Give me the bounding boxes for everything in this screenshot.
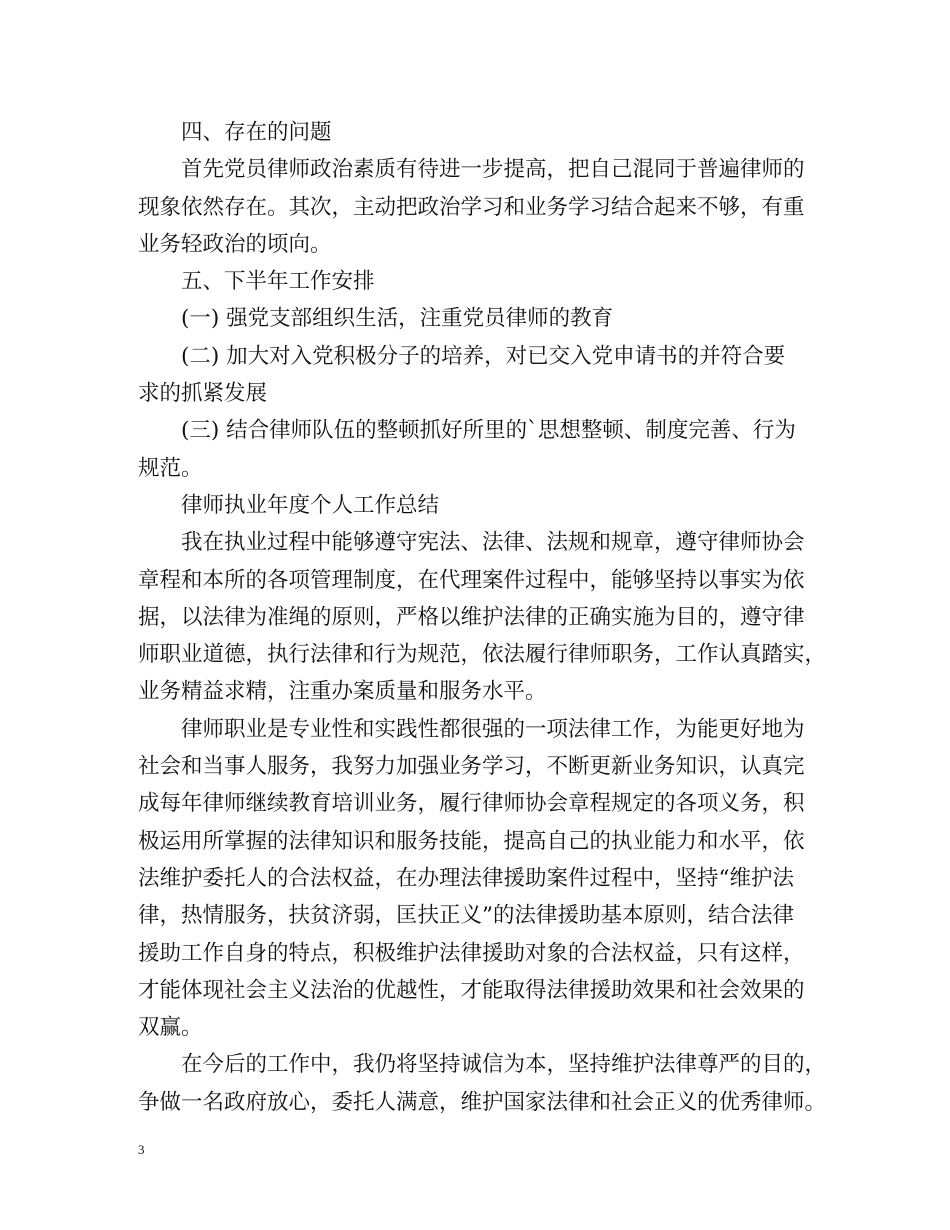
paragraph-line: 在今后的工作中，我仍将坚持诚信为本，坚持维护法律尊严的目的，: [181, 1052, 827, 1078]
paragraph-line: 律师职业是专业性和实践性都很强的一项法律工作，为能更好地为: [181, 716, 805, 742]
paragraph-line: 社会和当事人服务，我努力加强业务学习，不断更新业务知识，认真完: [138, 754, 805, 780]
paragraph-line: 章程和本所的各项管理制度，在代理案件过程中，能够坚持以事实为依: [138, 567, 805, 593]
list-item-continuation: 规范。: [138, 455, 203, 481]
list-item: (一) 强党支部组织生活，注重党员律师的教育: [181, 306, 614, 332]
paragraph-line: 我在执业过程中能够遵守宪法、法律、法规和规章，遵守律师协会: [181, 530, 805, 556]
page-number: 3: [138, 1142, 145, 1157]
paragraph-line: 师职业道德，执行法律和行为规范，依法履行律师职务，工作认真踏实，: [138, 642, 827, 668]
paragraph-line: 现象依然存在。其次，主动把政治学习和业务学习结合起来不够，有重: [138, 194, 805, 220]
document-title: 律师执业年度个人工作总结: [181, 492, 440, 518]
paragraph-line: 双赢。: [138, 1015, 203, 1041]
paragraph-line: 律，热情服务，扶贫济弱，匡扶正义”的法律援助基本原则，结合法律: [138, 903, 794, 929]
paragraph-line: 极运用所掌握的法律知识和服务技能，提高自己的执业能力和水平，依: [138, 828, 805, 854]
section-heading-plan: 五、下半年工作安排: [181, 269, 375, 295]
paragraph-line: 援助工作自身的特点，积极维护法律援助对象的合法权益，只有这样，: [138, 940, 805, 966]
paragraph-line: 争做一名政府放心，委托人满意，维护国家法律和社会正义的优秀律师。: [138, 1089, 827, 1115]
paragraph-line: 法维护委托人的合法权益，在办理法律援助案件过程中，坚持“维护法: [138, 865, 794, 891]
list-item-continuation: 求的抓紧发展: [138, 381, 268, 407]
paragraph-line: 据，以法律为准绳的原则，严格以维护法律的正确实施为目的，遵守律: [138, 604, 805, 630]
section-heading-problems: 四、存在的问题: [181, 120, 332, 145]
list-item: (二) 加大对入党积极分子的培养，对已交入党申请书的并符合要: [181, 343, 786, 369]
paragraph-line: 成每年律师继续教育培训业务，履行律师协会章程规定的各项义务，积: [138, 791, 805, 817]
paragraph-line: 首先党员律师政治素质有待进一步提高，把自己混同于普遍律师的: [181, 157, 805, 183]
document-body: [138, 114, 827, 1121]
list-item: (三) 结合律师队伍的整顿抓好所里的`思想整顿、制度完善、行为: [181, 418, 796, 444]
paragraph-line: 业务精益求精，注重办案质量和服务水平。: [138, 679, 547, 705]
paragraph-line: 才能体现社会主义法治的优越性，才能取得法律援助效果和社会效果的: [138, 977, 805, 1003]
paragraph-line: 业务轻政治的顷向。: [138, 231, 332, 257]
